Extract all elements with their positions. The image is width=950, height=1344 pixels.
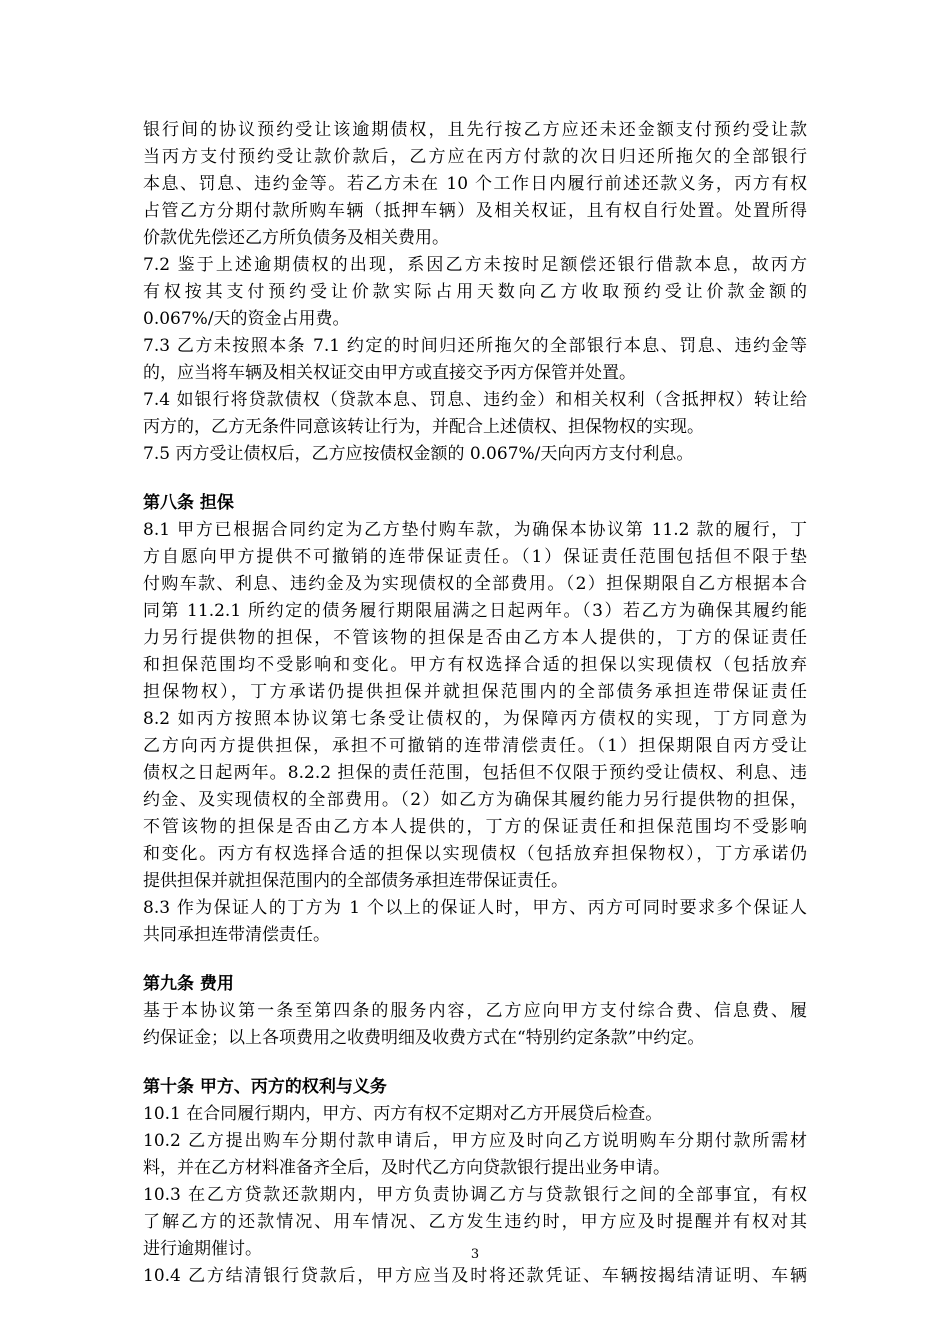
text-line: 同第 11.2.1 所约定的债务履行期限届满之日起两年。（3）若乙方为确保其履约能 bbox=[143, 601, 807, 621]
text-line: 当丙方支付预约受让款价款后，乙方应在丙方付款的次日归还所拖欠的全部银行 bbox=[143, 147, 807, 167]
text-line: 7.2 鉴于上述逾期债权的出现，系因乙方未按时足额偿还银行借款本息，故丙方 bbox=[143, 255, 807, 275]
text-line: 占管乙方分期付款所购车辆（抵押车辆）及相关权证，且有权自行处置。处置所得 bbox=[143, 201, 807, 221]
text-line: 银行间的协议预约受让该逾期债权，且先行按乙方应还未还金额支付预约受让款 bbox=[143, 120, 807, 140]
text-line: 10.1 在合同履行期内，甲方、丙方有权不定期对乙方开展贷后检查。 bbox=[143, 1104, 663, 1124]
text-line: 价款优先偿还乙方所负债务及相关费用。 bbox=[143, 228, 449, 248]
text-line: 和担保范围均不受影响和变化。甲方有权选择合适的担保以实现债权（包括放弃 bbox=[143, 655, 807, 675]
page-number: 3 bbox=[470, 1247, 480, 1262]
text-line: 乙方向丙方提供担保，承担不可撤销的连带清偿责任。（1）担保期限自丙方受让 bbox=[143, 736, 807, 756]
text-line: 10.2 乙方提出购车分期付款申请后，甲方应及时向乙方说明购车分期付款所需材 bbox=[143, 1131, 807, 1151]
text-line: 约保证金；以上各项费用之收费明细及收费方式在“特别约定条款”中约定。 bbox=[143, 1028, 705, 1048]
document-page bbox=[143, 117, 807, 1290]
text-line: 了解乙方的还款情况、用车情况、乙方发生违约时，甲方应及时提醒并有权对其 bbox=[143, 1212, 807, 1232]
section-heading: 第九条 费用 bbox=[143, 974, 234, 994]
text-line: 和变化。丙方有权选择合适的担保以实现债权（包括放弃担保物权），丁方承诺仍 bbox=[143, 844, 807, 864]
text-line: 10.3 在乙方贷款还款期内，甲方负责协调乙方与贷款银行之间的全部事宜，有权 bbox=[143, 1185, 807, 1205]
paragraph-spacer bbox=[143, 1052, 807, 1074]
text-line: 提供担保并就担保范围内的全部债务承担连带保证责任。 bbox=[143, 871, 568, 891]
text-line: 的，应当将车辆及相关权证交由甲方或直接交予丙方保管并处置。 bbox=[143, 363, 636, 383]
text-line: 7.3 乙方未按照本条 7.1 约定的时间归还所拖欠的全部银行本息、罚息、违约金等 bbox=[143, 336, 807, 356]
text-line: 8.3 作为保证人的丁方为 1 个以上的保证人时，甲方、丙方可同时要求多个保证人 bbox=[143, 898, 807, 918]
text-line: 力另行提供物的担保，不管该物的担保是否由乙方本人提供的，丁方的保证责任 bbox=[143, 628, 807, 648]
text-line: 担保物权），丁方承诺仍提供担保并就担保范围内的全部债务承担连带保证责任 bbox=[143, 682, 807, 702]
text-line: 基于本协议第一条至第四条的服务内容，乙方应向甲方支付综合费、信息费、履 bbox=[143, 1001, 807, 1021]
text-line: 7.4 如银行将贷款债权（贷款本息、罚息、违约金）和相关权利（含抵押权）转让给 bbox=[143, 390, 807, 410]
text-line: 付购车款、利息、违约金及为实现债权的全部费用。（2）担保期限自乙方根据本合 bbox=[143, 574, 807, 594]
text-line: 有权按其支付预约受让价款实际占用天数向乙方收取预约受让价款金额的 bbox=[143, 282, 807, 302]
text-line: 0.067%/天的资金占用费。 bbox=[143, 309, 350, 329]
paragraph-spacer bbox=[143, 468, 807, 490]
text-line: 债权之日起两年。8.2.2 担保的责任范围，包括但不仅限于预约受让债权、利息、违 bbox=[143, 763, 807, 783]
text-line: 8.1 甲方已根据合同约定为乙方垫付购车款，为确保本协议第 11.2 款的履行，丁 bbox=[143, 520, 807, 540]
text-line: 不管该物的担保是否由乙方本人提供的，丁方的保证责任和担保范围均不受影响 bbox=[143, 817, 807, 837]
text-line: 10.4 乙方结清银行贷款后，甲方应当及时将还款凭证、车辆按揭结清证明、车辆 bbox=[143, 1266, 807, 1286]
text-line: 料，并在乙方材料准备齐全后，及时代乙方向贷款银行提出业务申请。 bbox=[143, 1158, 670, 1178]
text-line: 方自愿向甲方提供不可撤销的连带保证责任。（1）保证责任范围包括但不限于垫 bbox=[143, 547, 807, 567]
text-line: 7.5 丙方受让债权后，乙方应按债权金额的 0.067%/天向丙方支付利息。 bbox=[143, 444, 694, 464]
text-line: 本息、罚息、违约金等。若乙方未在 10 个工作日内履行前述还款义务，丙方有权 bbox=[143, 174, 807, 194]
paragraph-spacer bbox=[143, 949, 807, 971]
text-line: 8.2 如丙方按照本协议第七条受让债权的，为保障丙方债权的实现，丁方同意为 bbox=[143, 709, 807, 729]
text-line: 约金、及实现债权的全部费用。（2）如乙方为确保其履约能力另行提供物的担保， bbox=[143, 790, 807, 810]
text-line: 丙方的，乙方无条件同意该转让行为，并配合上述债权、担保物权的实现。 bbox=[143, 417, 704, 437]
section-heading: 第八条 担保 bbox=[143, 493, 234, 513]
text-line: 进行逾期催讨。 bbox=[143, 1239, 262, 1259]
text-line: 共同承担连带清偿责任。 bbox=[143, 925, 330, 945]
section-heading: 第十条 甲方、丙方的权利与义务 bbox=[143, 1077, 387, 1097]
